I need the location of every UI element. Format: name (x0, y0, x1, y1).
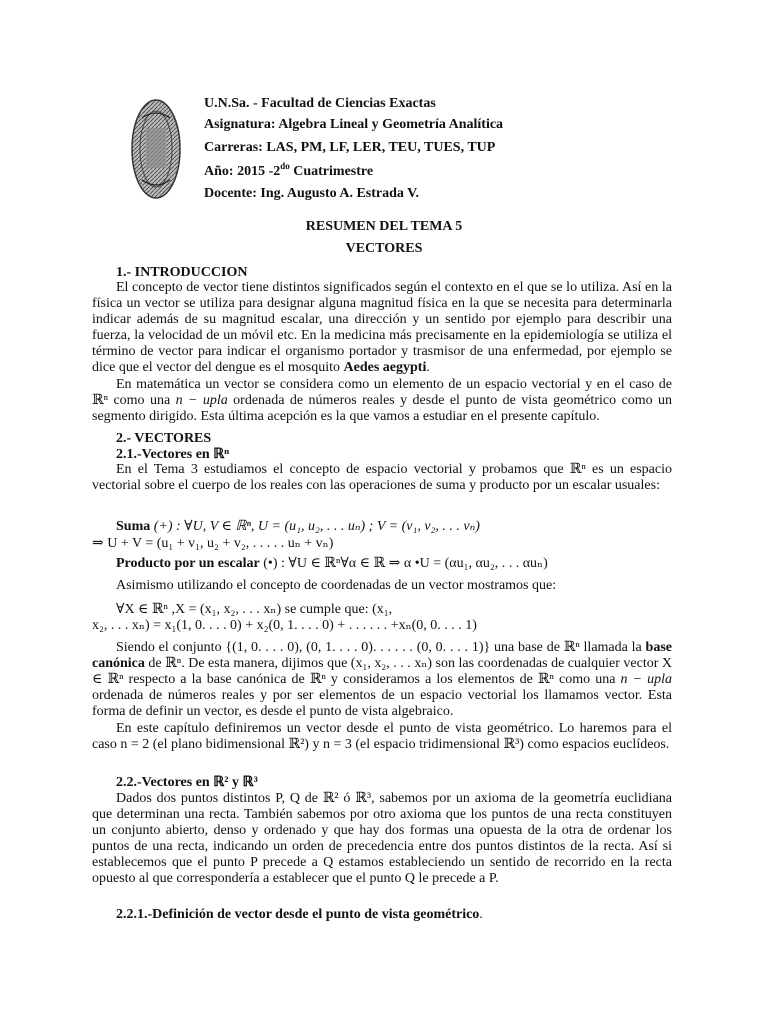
formula-producto-label: Producto por un escalar (116, 556, 260, 571)
header-institution: U.N.Sa. - Facultad de Ciencias Exactas (204, 96, 436, 111)
header-docente (204, 186, 419, 202)
header-docente-value: Ing. Augusto A. Estrada V. (260, 186, 419, 201)
summary-title: RESUMEN DEL TEMA 5 (305, 219, 463, 234)
header-asignatura-value: Algebra Lineal y Geometría Analítica (278, 117, 504, 132)
paragraph-base-bold: base canónica (92, 640, 672, 671)
section-definicion-vector (116, 907, 483, 923)
paragraph-base-a: Siendo el conjunto {(1, 0. . . . 0), (0, 1. . . . 0). . . . . . (0, 0. . . . 1)} una base de ℝⁿ llamada la (116, 640, 642, 655)
formula-suma-result: ⇒ U + V = (u₁ + v₁, u₂ + v₂, . . . . . uₙ + vₙ) (92, 536, 334, 551)
header-anio-sup: do (280, 161, 290, 171)
paragraph-matematica (92, 377, 672, 425)
section-vectores: 2.- VECTORES (116, 431, 212, 446)
header-anio (204, 161, 374, 180)
paragraph-base-c: de ℝⁿ. De esta manera, dijimos que (x₁, x₂, . . . xₙ) son las coordenadas de cualquier vector X ∈ ℝⁿ respecto a la base canónica de ℝⁿ y consideramos a los elementos de ℝⁿ como una (92, 656, 673, 687)
formula-coordenadas-2: x₂, . . . xₙ) = x₁(1, 0. . . . 0) + x₂(0, 1. . . . 0) + . . . . . . +xₙ(0, 0. . . . 1) (92, 618, 477, 633)
paragraph-puntos: Dados dos puntos distintos P, Q de ℝ² ó ℝ³, sabemos por un axioma de la geometría euclidiana que determinan una recta. También sabemos por otro axioma que los puntos de una recta constituyen un conjunto abierto, denso y ordenado y que hay dos formas una opuesta de la otra de ordenar los puntos de una recta, indicando un orden de precedencia entre dos puntos distintos de la recta. Así si establecemos que el punto P precede a Q estamos estableciendo un sentido de recorrido en la recta opuesto al que correspondería a establecer que el punto Q le precede a P. (92, 791, 672, 886)
chapter-title: VECTORES (345, 241, 423, 256)
paragraph-base-italic: n − upla (620, 672, 672, 687)
paragraph-tema3: En el Tema 3 estudiamos el concepto de espacio vectorial y probamos que ℝⁿ es un espacio vectorial sobre el cuerpo de los reales con las operaciones de suma y producto por un escalar usuales: (92, 462, 672, 493)
paragraph-matematica-a: En matemática un vector se considera como un elemento de un espacio vectorial y en el caso de ℝⁿ como una (92, 377, 672, 408)
paragraph-capitulo: En este capítulo definiremos un vector desde el punto de vista geométrico. Lo haremos para el caso n = 2 (el plano bidimensional ℝ²) y n = 3 (el espacio tridimensional ℝ³) como espacios euclídeos. (92, 721, 672, 752)
paragraph-intro-text: El concepto de vector tiene distintos significados según el contexto en el que se lo utiliza. Así en la física un vector se utiliza para designar alguna magnitud física en la que se necesita para determinarla indicar además de su magnitud escalar, una dirección y un sentido por ejemplo para describir una fuerza, la velocidad de un móvil etc. En la medicina más precisamente en la epidemiología se utiliza el término de vector para indicar el organismo portador y trasmisor de una enfermedad, por ejemplo se dice que el vector del dengue es el mosquito (92, 280, 672, 375)
formula-suma-text: (+) : ∀U, V ∈ ℝⁿ, U = (u₁, u₂, . . . uₙ) ; V = (v₁, v₂, . . . vₙ) (153, 519, 480, 534)
paragraph-coordenadas: Asimismo utilizando el concepto de coordenadas de un vector mostramos que: (116, 578, 557, 593)
header-anio-key: Año: (204, 164, 234, 179)
formula-producto (116, 555, 548, 572)
header-carreras-key: Carreras: (204, 140, 263, 155)
header-anio-value: 2015 -2 (237, 164, 281, 179)
header-carreras (204, 140, 495, 156)
formula-suma (116, 518, 480, 535)
section-definicion-text: 2.2.1.-Definición de vector desde el punto de vista geométrico (116, 907, 480, 922)
paragraph-matematica-b: ordenada de números reales y desde el punto de vista geométrico como un segmento dirigido. Esta última acepción es la que vamos a estudiar en el presente capítulo. (92, 393, 672, 424)
header-docente-key: Docente: (204, 186, 257, 201)
section-definicion-dot: . (479, 907, 483, 922)
university-seal-logo (130, 98, 182, 200)
paragraph-base-canonica (92, 640, 672, 720)
header-asignatura-key: Asignatura: (204, 117, 276, 132)
paragraph-intro-bold: Aedes aegypti (343, 360, 427, 375)
header-carreras-value: LAS, PM, LF, LER, TEU, TUES, TUP (266, 140, 496, 155)
section-vectores-rn: 2.1.-Vectores en ℝⁿ (116, 447, 230, 462)
section-vectores-r2-r3: 2.2.-Vectores en ℝ² y ℝ³ (116, 775, 258, 790)
header-anio-rest: Cuatrimestre (293, 164, 374, 179)
formula-producto-text: (•) : ∀U ∈ ℝⁿ∀α ∈ ℝ ⇒ α •U = (αu₁, αu₂, . . . αuₙ) (263, 556, 548, 571)
section-introduccion: 1.- INTRODUCCION (116, 265, 248, 280)
paragraph-intro: El concepto de vector tiene distintos significados según el contexto en el que se lo utiliza. Así en la física un vector se utiliza para designar alguna magnitud física en la que se necesita para determinarla indicar además de su magnitud escalar, una dirección y un sentido por ejemplo para describir una fuerza, la velocidad de un móvil etc. En la medicina más precisamente en la epidemiología se utiliza el término de vector para indicar el organismo portador y trasmisor de una enfermedad, por ejemplo se dice que el vector del dengue es el mosquito Aedes aegypti. (92, 280, 672, 375)
paragraph-base-d: ordenada de números reales y por ser elementos de un espacio vectorial los llamamos vector. Esta forma de definir un vector, es desde el punto de vista algebraico. (92, 688, 672, 719)
header-asignatura (204, 117, 503, 133)
formula-suma-label: Suma (116, 519, 151, 534)
paragraph-matematica-italic: n − upla (175, 393, 228, 408)
formula-coordenadas-1: ∀X ∈ ℝⁿ ,X = (x₁, x₂, . . . xₙ) se cumple que: (x₁, (116, 602, 393, 617)
